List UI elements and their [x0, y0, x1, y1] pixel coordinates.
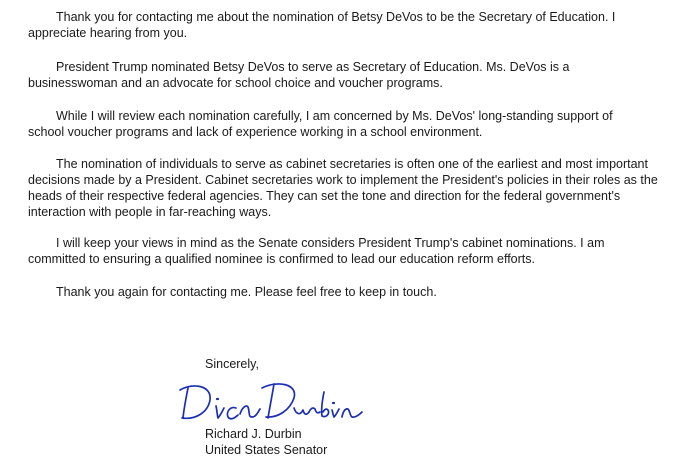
paragraph-views: I will keep your views in mind as the Senate considers President Trump's cabinet nominations. I am committed to ensuring a qualified nominee is confirmed to lead our education reform efforts.: [28, 236, 605, 266]
paragraph-closing-thanks: Thank you again for contacting me. Please feel free to keep in touch.: [56, 285, 437, 299]
paragraph-cabinet-role: The nomination of individuals to serve as cabinet secretaries is often one of the earliest and most important decisions made by a President. Cabinet secretaries work to implement the President's policies in their roles as the heads of their respective federal agencies. They can set the tone and direction for the federal government's interaction with people in far-reaching ways.: [28, 157, 658, 219]
paragraph-thanks: Thank you for contacting me about the nomination of Betsy DeVos to be the Secretary of Education. I appreciate hearing from you.: [28, 10, 616, 40]
closing-salutation: Sincerely,: [205, 357, 259, 371]
paragraph-concern: While I will review each nomination carefully, I am concerned by Ms. DeVos' long-standing support of school voucher programs and lack of experience working in a school environment.: [28, 109, 613, 139]
handwritten-signature: [176, 374, 366, 426]
signature-title: United States Senator: [205, 443, 328, 457]
signature-name: Richard J. Durbin: [205, 427, 302, 441]
paragraph-nomination: President Trump nominated Betsy DeVos to serve as Secretary of Education. Ms. DeVos is a businesswoman and an advocate for school choice and voucher programs.: [28, 60, 570, 90]
